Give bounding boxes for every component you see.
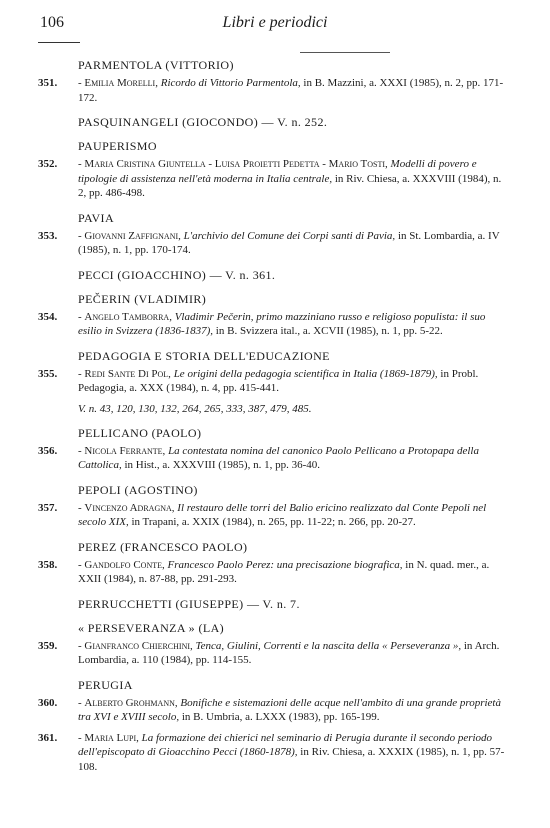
- entry-number: 352.: [38, 158, 58, 170]
- see-also-refs: V. n. 43, 120, 130, 132, 264, 265, 333, 387, 479, 485.: [78, 402, 312, 415]
- entry-number: 361.: [38, 731, 58, 744]
- entry-text: - Vincenzo Adragna, Il restauro delle torri del Balio ericino realizzato dal Conte Pepoli nel secolo XIX, in Trapani, a. XXIX (1984), n. 265, pp. 11-22; n. 266, pp. 20-27.: [78, 501, 487, 528]
- entry-title: Tenca, Giulini, Correnti e la nascita della « Perseveranza »,: [195, 639, 462, 652]
- section-heading: PELLICANO (PAOLO): [78, 425, 202, 440]
- section-heading: PASQUINANGELI (GIOCONDO) — V. n. 252.: [78, 115, 328, 129]
- bibliography-entry: [0, 229, 550, 258]
- bibliography-entry: [0, 696, 550, 725]
- entry-text: - Maria Lupi, La formazione dei chierici nel seminario di Perugia durante il secondo periodo dell'episcopato di Gioacchino Pecci (1860-1878), in Riv. Chiesa, a. XXXIX (1985), n. 1, pp. 57-108.: [78, 731, 505, 773]
- entry-citation: in St. Lombardia, a. IV (1985), n. 1, pp. 170-174.: [78, 229, 500, 256]
- entry-author: Maria Lupi,: [84, 731, 139, 744]
- entry-title: La contestata nomina del canonico Paolo Pellicano a Protopapa della Cattolica,: [78, 444, 479, 471]
- section-heading: PEDAGOGIA E STORIA DELL'EDUCAZIONE: [78, 348, 330, 363]
- entry-citation: in Riv. Chiesa, a. XXXVIII (1984), n. 2, pp. 486-498.: [78, 172, 502, 199]
- bibliography-entry: [0, 501, 550, 530]
- entry-author: Alberto Grohmann,: [84, 696, 178, 709]
- entry-author: Nicola Ferrante,: [84, 444, 166, 457]
- entry-citation: in Arch. Lombardia, a. 110 (1984), pp. 114-155.: [78, 639, 500, 666]
- entry-author: Emilia Morelli,: [84, 77, 158, 89]
- entry-number: 351.: [38, 77, 58, 89]
- entry-title: Il restauro delle torri del Balio ericino realizzato dal Conte Pepoli nel secolo XIX,: [78, 501, 487, 528]
- section-heading: « PERSEVERANZA » (LA): [78, 620, 225, 635]
- section-heading: PAVIA: [78, 210, 115, 225]
- entry-number: 353.: [38, 229, 58, 242]
- entry-citation: in B. Mazzini, a. XXXI (1985), n. 2, pp. 171-172.: [78, 77, 504, 104]
- section-heading: PEREZ (FRANCESCO PAOLO): [78, 539, 248, 554]
- section-heading: PEČERIN (VLADIMIR): [78, 291, 207, 306]
- entry-author: Maria Cristina Giuntella - Luisa Proietti Pedetta - Mario Tosti,: [84, 158, 388, 170]
- entry-citation: in Trapani, a. XXIX (1984), n. 265, pp. 11-22; n. 266, pp. 20-27.: [131, 516, 416, 528]
- entry-title: Le origini della pedagogia scientifica in Italia (1869-1879),: [173, 367, 438, 380]
- section-heading: PECCI (GIOACCHINO) — V. n. 361.: [78, 267, 276, 282]
- section-heading: PERUGIA: [78, 677, 133, 692]
- bibliography-entry: [0, 639, 550, 668]
- bibliography-entry: [0, 558, 550, 587]
- entry-title: Ricordo di Vittorio Parmentola,: [160, 77, 301, 89]
- entry-author: Gandolfo Conte,: [84, 558, 165, 571]
- entry-citation: in Riv. Chiesa, a. XXXIX (1985), n. 1, pp. 57-108.: [78, 746, 505, 773]
- bibliography-entry: [0, 367, 550, 396]
- bibliography-entry: [0, 731, 550, 775]
- entry-author: Gianfranco Chierchini,: [84, 639, 193, 652]
- entry-title: Francesco Paolo Perez: una precisazione biografica,: [167, 558, 403, 571]
- entry-number: 360.: [38, 696, 58, 709]
- entry-number: 358.: [38, 558, 58, 571]
- entry-citation: in B. Umbria, a. LXXX (1983), pp. 165-199.: [181, 711, 380, 723]
- bibliography-entry: [0, 76, 550, 105]
- entry-text: - Angelo Tamborra, Vladimir Pečerin, primo mazziniano russo e religioso populista: il suo esilio in Svizzera (1836-1837), in B. Svizzera ital., a. XCVII (1985), n. 1, pp. 5-22.: [78, 310, 486, 337]
- entry-citation: in Hist., a. XXXVIII (1985), n. 1, pp. 36-40.: [124, 459, 320, 471]
- page-number: 106: [40, 14, 64, 31]
- entry-number: 354.: [38, 310, 58, 323]
- entry-title: Vladimir Pečerin, primo mazziniano russo e religioso populista: il suo esilio in Svizzera (1836-1837),: [78, 310, 486, 337]
- entry-author: Giovanni Zaffignani,: [84, 229, 181, 242]
- entry-text: - Maria Cristina Giuntella - Luisa Proietti Pedetta - Mario Tosti, Modelli di povero e tipologie di assistenza nell'età moderna in Italia centrale, in Riv. Chiesa, a. XXXVIII (1984), n. 2, pp. 486-498.: [78, 158, 502, 199]
- entry-title: Bonifiche e sistemazioni delle acque nell'ambito di una grande proprietà tra XVI e XVIII secolo,: [78, 696, 501, 723]
- header-rule-right: [300, 52, 390, 53]
- entry-citation: in Probl. Pedagogia, a. XXX (1984), n. 4, pp. 415-441.: [78, 367, 479, 394]
- section-heading: PARMENTOLA (VITTORIO): [78, 58, 234, 72]
- section-heading: PERRUCCHETTI (GIUSEPPE) — V. n. 7.: [78, 596, 300, 611]
- entry-text: - Redi Sante Di Pol, Le origini della pedagogia scientifica in Italia (1869-1879), in Probl. Pedagogia, a. XXX (1984), n. 4, pp. 415-441.: [78, 367, 479, 394]
- entry-text: - Gandolfo Conte, Francesco Paolo Perez: una precisazione biografica, in N. quad. mer., a. XXII (1984), n. 87-88, pp. 291-293.: [78, 558, 490, 585]
- entry-number: 357.: [38, 501, 58, 514]
- entry-text: - Nicola Ferrante, La contestata nomina del canonico Paolo Pellicano a Protopapa della Cattolica, in Hist., a. XXXVIII (1985), n. 1, pp. 36-40.: [78, 444, 479, 471]
- entry-text: - Emilia Morelli, Ricordo di Vittorio Parmentola, in B. Mazzini, a. XXXI (1985), n. 2, pp. 171-172.: [78, 77, 504, 104]
- entry-author: Redi Sante Di Pol,: [84, 367, 171, 380]
- page-header: [0, 12, 550, 42]
- bibliography-entry: [0, 157, 550, 201]
- header-rule: [38, 42, 80, 43]
- entry-author: Angelo Tamborra,: [84, 310, 172, 323]
- bibliography-entry: [0, 444, 550, 473]
- entry-text: - Alberto Grohmann, Bonifiche e sistemazioni delle acque nell'ambito di una grande proprietà tra XVI e XVIII secolo, in B. Umbria, a. LXXX (1983), pp. 165-199.: [78, 696, 501, 723]
- entry-citation: in N. quad. mer., a. XXII (1984), n. 87-88, pp. 291-293.: [78, 558, 490, 585]
- bibliography-content: [0, 58, 550, 780]
- running-title: Libri e periodici: [222, 14, 328, 31]
- section-heading: PEPOLI (AGOSTINO): [78, 482, 198, 497]
- entry-title: L'archivio del Comune dei Corpi santi di Pavia,: [183, 229, 396, 242]
- entry-title: La formazione dei chierici nel seminario di Perugia durante il secondo periodo dell'episcopato di Gioacchino Pecci (1860-1878),: [78, 731, 493, 758]
- bibliography-entry: [0, 310, 550, 339]
- entry-text: - Gianfranco Chierchini, Tenca, Giulini, Correnti e la nascita della « Perseveranza », in Arch. Lombardia, a. 110 (1984), pp. 114-155.: [78, 639, 500, 666]
- entry-number: 359.: [38, 639, 58, 652]
- entry-author: Vincenzo Adragna,: [84, 501, 175, 514]
- section-heading: PAUPERISMO: [78, 139, 157, 153]
- entry-number: 356.: [38, 444, 58, 457]
- entry-number: 355.: [38, 367, 58, 380]
- entry-title: Modelli di povero e tipologie di assistenza nell'età moderna in Italia centrale,: [78, 158, 477, 185]
- entry-text: - Giovanni Zaffignani, L'archivio del Comune dei Corpi santi di Pavia, in St. Lombardia, a. IV (1985), n. 1, pp. 170-174.: [78, 229, 500, 256]
- entry-citation: in B. Svizzera ital., a. XCVII (1985), n. 1, pp. 5-22.: [215, 325, 443, 337]
